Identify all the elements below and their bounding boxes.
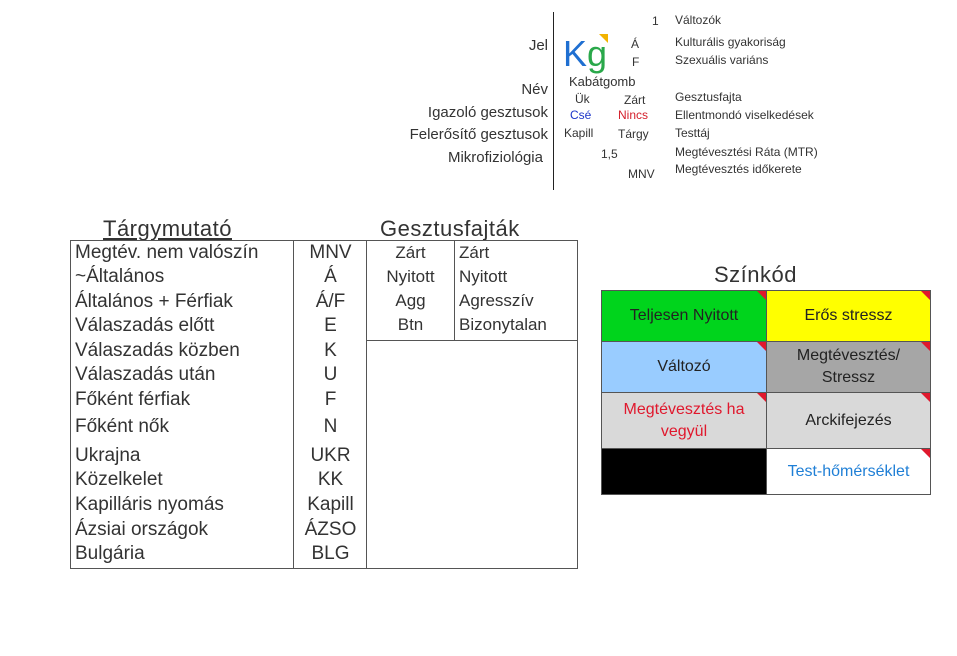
kg-g: g — [587, 33, 608, 74]
color-code-marker — [921, 449, 930, 458]
color-code-cell — [601, 341, 767, 393]
targymutato-row-label: Kapilláris nyomás — [75, 494, 224, 515]
legend-label-felerosito: Felerősítő gesztusok — [409, 126, 548, 143]
legend-f: F — [632, 55, 640, 69]
legend-nincs: Nincs — [618, 108, 649, 122]
gesztusfajta-full: Nyitott — [459, 267, 508, 286]
desc-gesztusfajta: Gesztusfajta — [675, 90, 742, 104]
legend-zart: Zárt — [624, 93, 646, 107]
targymutato-row-code: Kapill — [307, 494, 354, 515]
color-code-label: Megtévesztés/ Stressz — [796, 347, 901, 386]
gesztusfajtak-col-divider — [454, 241, 455, 340]
targymutato-row-code: Á/F — [315, 291, 346, 312]
legend-label-igazolo: Igazoló gesztusok — [427, 104, 548, 121]
desc-szexualis: Szexuális variáns — [675, 53, 769, 67]
targymutato-row-code: E — [324, 315, 337, 336]
targymutato-row-label: Válaszadás előtt — [75, 315, 215, 336]
targymutato-row-code: Á — [324, 266, 337, 287]
targymutato-row-label: Főként férfiak — [75, 389, 191, 410]
color-code-cell — [601, 448, 767, 495]
targymutato-row-code: MNV — [309, 242, 352, 263]
color-code-cell — [766, 341, 931, 393]
color-code-marker — [757, 291, 766, 300]
color-code-label: Megtévesztés ha vegyül — [623, 400, 745, 440]
targymutato-title: Tárgymutató — [103, 216, 232, 241]
targymutato-row-label: Ázsiai országok — [75, 519, 209, 540]
targymutato-row-label: Általános + Férfiak — [75, 291, 233, 312]
color-code-label: Test-hőmérséklet — [787, 462, 910, 480]
targymutato-row-code: KK — [317, 469, 344, 490]
legend-a: Á — [631, 37, 640, 51]
targymutato-row-label: Válaszadás közben — [75, 340, 240, 361]
targymutato-row-label: Bulgária — [75, 543, 145, 564]
legend-cse: Csé — [570, 108, 592, 122]
desc-kulturalis: Kulturális gyakoriság — [675, 35, 786, 49]
color-code-cell — [601, 290, 767, 342]
targymutato-table — [70, 240, 367, 569]
color-code-marker — [921, 342, 930, 351]
gesztusfajta-full: Agresszív — [459, 291, 534, 310]
color-code-marker — [757, 342, 766, 351]
gesztusfajta-abbr: Agg — [395, 291, 426, 310]
legend-label-nev: Név — [521, 81, 548, 98]
targymutato-row-code: F — [324, 389, 337, 410]
gesztusfajtak-title: Gesztusfajták — [380, 216, 520, 241]
color-code-label: Arckifejezés — [805, 411, 892, 429]
desc-mtr: Megtévesztési Ráta (MTR) — [675, 145, 818, 159]
legend-label-jel: Jel — [528, 37, 548, 54]
legend-label-mikro: Mikrofiziológia — [447, 149, 543, 166]
legend-kabatgomb: Kabátgomb — [569, 74, 636, 89]
color-code-marker — [921, 393, 930, 402]
gesztusfajta-full: Zárt — [459, 243, 490, 262]
color-code-cell — [766, 392, 931, 449]
legend-divider — [553, 12, 554, 190]
legend-uk: Ük — [575, 92, 590, 106]
color-code-cell — [766, 290, 931, 342]
targymutato-row-code: U — [323, 364, 338, 385]
targymutato-row-code: UKR — [310, 445, 351, 466]
color-code-label: Teljesen Nyitott — [629, 307, 739, 324]
targymutato-row-label: Válaszadás után — [75, 364, 216, 385]
kg-corner-marker — [599, 34, 608, 43]
legend-targy: Tárgy — [618, 127, 649, 141]
targymutato-row-code: BLG — [311, 543, 350, 564]
targymutato-row-label: Főként nők — [75, 416, 169, 437]
color-code-cell — [766, 448, 931, 495]
targymutato-row-code: N — [323, 416, 338, 437]
targymutato-row-code: K — [324, 340, 337, 361]
legend-kapill: Kapill — [564, 126, 594, 140]
gesztusfajta-full: Bizonytalan — [459, 315, 547, 334]
targymutato-row-code: ÁZSO — [304, 519, 357, 540]
legend-mnv: MNV — [628, 167, 655, 181]
legend-one: 1 — [652, 14, 659, 28]
desc-idokeret: Megtévesztés időkerete — [675, 162, 802, 176]
legend-ratio: 1,5 — [601, 147, 618, 161]
color-code-label: Erős stressz — [804, 307, 893, 324]
gesztusfajta-abbr: Btn — [397, 315, 424, 334]
gesztusfajtak-table — [366, 240, 578, 341]
color-code-marker — [921, 291, 930, 300]
gesztusfajtak-empty-area — [366, 340, 578, 569]
targymutato-row-label: Közelkelet — [75, 469, 163, 490]
desc-testtaj: Testtáj — [675, 126, 710, 140]
szinkod-title: Színkód — [714, 262, 797, 287]
kg-k: K — [563, 33, 588, 74]
targymutato-row-label: Ukrajna — [75, 445, 141, 466]
gesztusfajta-abbr: Nyitott — [386, 267, 435, 286]
desc-ellentmondo: Ellentmondó viselkedések — [675, 108, 814, 122]
targymutato-row-label: ~Általános — [75, 266, 165, 287]
gesztusfajta-abbr: Zárt — [395, 243, 426, 262]
color-code-cell — [601, 392, 767, 449]
color-code-label: Változó — [657, 358, 711, 375]
color-code-marker — [757, 393, 766, 402]
desc-valtozok: Változók — [675, 13, 722, 27]
targymutato-row-label: Megtév. nem valószín — [75, 242, 259, 263]
